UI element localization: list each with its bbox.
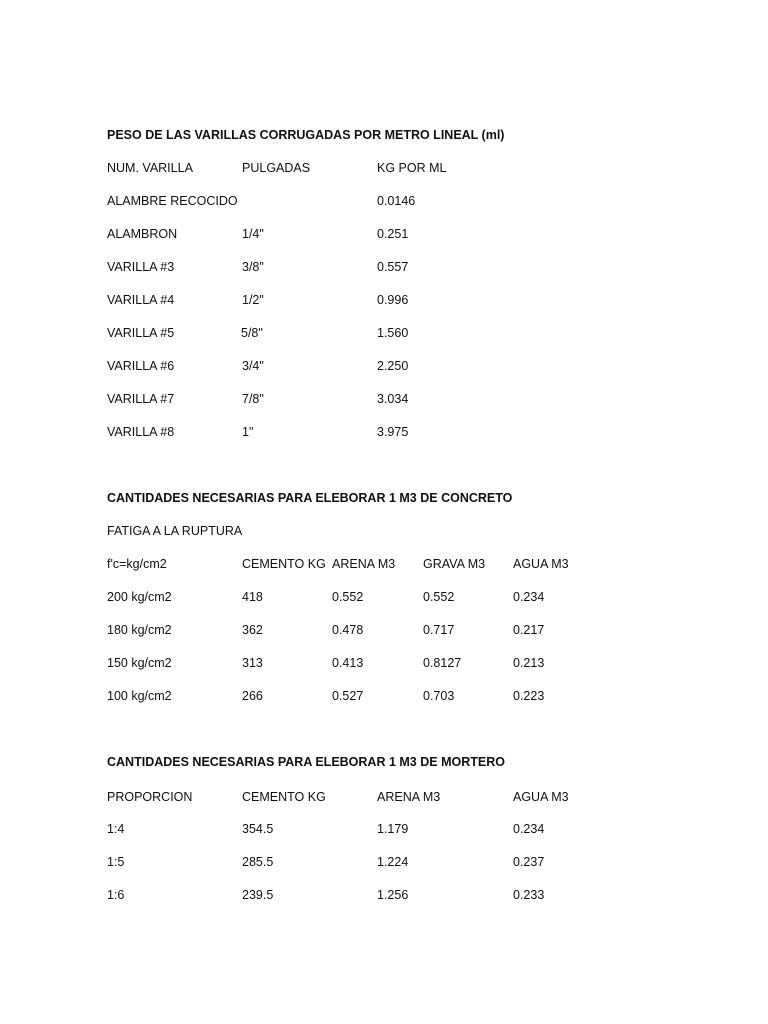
- concreto-title: CANTIDADES NECESARIAS PARA ELEBORAR 1 M3 DE CONCRETO: [107, 491, 513, 505]
- concreto-header-cemento: CEMENTO KG: [242, 557, 326, 571]
- concreto-header-agua: AGUA M3: [513, 557, 569, 571]
- table-row: [0, 588, 768, 606]
- concreto-header-fc: f'c=kg/cm2: [107, 557, 167, 571]
- concreto-subtitle: FATIGA A LA RUPTURA: [107, 524, 243, 538]
- concreto-grava: 0.703: [423, 689, 455, 703]
- mortero-header-agua: AGUA M3: [513, 790, 569, 804]
- table-row: [0, 853, 768, 871]
- varilla-name: ALAMBRE RECOCIDO: [107, 194, 238, 208]
- varilla-name: VARILLA #3: [107, 260, 175, 274]
- concreto-agua: 0.234: [513, 590, 545, 604]
- mortero-header-row: [0, 788, 768, 806]
- varilla-pulgadas: 1/4": [242, 227, 264, 241]
- concreto-cemento: 418: [242, 590, 263, 604]
- concreto-arena: 0.413: [332, 656, 364, 670]
- concreto-fc: 150 kg/cm2: [107, 656, 172, 670]
- mortero-proporcion: 1:4: [107, 822, 125, 836]
- mortero-proporcion: 1:6: [107, 888, 125, 902]
- concreto-agua: 0.217: [513, 623, 545, 637]
- concreto-header-grava: GRAVA M3: [423, 557, 486, 571]
- table-row: [0, 258, 768, 276]
- varilla-kg: 3.034: [377, 392, 409, 406]
- concreto-arena: 0.552: [332, 590, 364, 604]
- mortero-cemento: 354.5: [242, 822, 274, 836]
- varillas-title: PESO DE LAS VARILLAS CORRUGADAS POR METRO LINEAL (ml): [107, 128, 505, 142]
- table-row: [0, 390, 768, 408]
- mortero-cemento: 239.5: [242, 888, 274, 902]
- varilla-pulgadas: 3/8": [242, 260, 264, 274]
- varilla-kg: 0.251: [377, 227, 409, 241]
- varillas-header-kg: KG POR ML: [377, 161, 447, 175]
- varilla-kg: 3.975: [377, 425, 409, 439]
- varillas-header-pulgadas: PULGADAS: [242, 161, 311, 175]
- table-row: [0, 687, 768, 705]
- table-row: [0, 357, 768, 375]
- varilla-kg: 0.0146: [377, 194, 416, 208]
- varillas-header-num: NUM. VARILLA: [107, 161, 193, 175]
- mortero-header-arena: ARENA M3: [377, 790, 441, 804]
- concreto-fc: 180 kg/cm2: [107, 623, 172, 637]
- table-row: [0, 820, 768, 838]
- varilla-kg: 2.250: [377, 359, 409, 373]
- varilla-pulgadas: 3/4": [242, 359, 264, 373]
- table-row: [0, 291, 768, 309]
- concreto-title-line: [0, 489, 768, 507]
- concreto-grava: 0.717: [423, 623, 455, 637]
- varilla-name: VARILLA #8: [107, 425, 175, 439]
- varilla-name: VARILLA #6: [107, 359, 175, 373]
- concreto-fc: 200 kg/cm2: [107, 590, 172, 604]
- concreto-arena: 0.527: [332, 689, 364, 703]
- varilla-kg: 1.560: [377, 326, 409, 340]
- table-row: [0, 225, 768, 243]
- concreto-grava: 0.8127: [423, 656, 462, 670]
- varillas-title-line: [0, 126, 768, 144]
- varilla-pulgadas: 1": [242, 425, 254, 439]
- mortero-title: CANTIDADES NECESARIAS PARA ELEBORAR 1 M3 DE MORTERO: [107, 755, 505, 769]
- varillas-header-row: [0, 159, 768, 177]
- mortero-agua: 0.233: [513, 888, 545, 902]
- table-row: [0, 886, 768, 904]
- varilla-pulgadas: 5/8": [241, 326, 263, 340]
- table-row: [0, 621, 768, 639]
- concreto-header-row: [0, 555, 768, 573]
- table-row: [0, 423, 768, 441]
- varilla-kg: 0.557: [377, 260, 409, 274]
- concreto-cemento: 266: [242, 689, 263, 703]
- mortero-agua: 0.234: [513, 822, 545, 836]
- mortero-agua: 0.237: [513, 855, 545, 869]
- concreto-fc: 100 kg/cm2: [107, 689, 172, 703]
- mortero-arena: 1.179: [377, 822, 409, 836]
- concreto-agua: 0.223: [513, 689, 545, 703]
- varilla-kg: 0.996: [377, 293, 409, 307]
- mortero-arena: 1.256: [377, 888, 409, 902]
- varilla-pulgadas: 1/2": [242, 293, 264, 307]
- varilla-name: VARILLA #5: [107, 326, 175, 340]
- table-row: [0, 324, 768, 342]
- concreto-cemento: 362: [242, 623, 263, 637]
- concreto-agua: 0.213: [513, 656, 545, 670]
- table-row: [0, 192, 768, 210]
- mortero-title-line: [0, 753, 768, 771]
- varilla-name: VARILLA #7: [107, 392, 175, 406]
- mortero-cemento: 285.5: [242, 855, 274, 869]
- concreto-subtitle-line: [0, 522, 768, 540]
- varilla-name: ALAMBRON: [107, 227, 178, 241]
- mortero-arena: 1.224: [377, 855, 409, 869]
- concreto-grava: 0.552: [423, 590, 455, 604]
- varilla-name: VARILLA #4: [107, 293, 175, 307]
- mortero-header-proporcion: PROPORCION: [107, 790, 193, 804]
- concreto-arena: 0.478: [332, 623, 364, 637]
- mortero-header-cemento: CEMENTO KG: [242, 790, 326, 804]
- varilla-pulgadas: 7/8": [242, 392, 264, 406]
- mortero-proporcion: 1:5: [107, 855, 125, 869]
- concreto-cemento: 313: [242, 656, 263, 670]
- table-row: [0, 654, 768, 672]
- concreto-header-arena: ARENA M3: [332, 557, 396, 571]
